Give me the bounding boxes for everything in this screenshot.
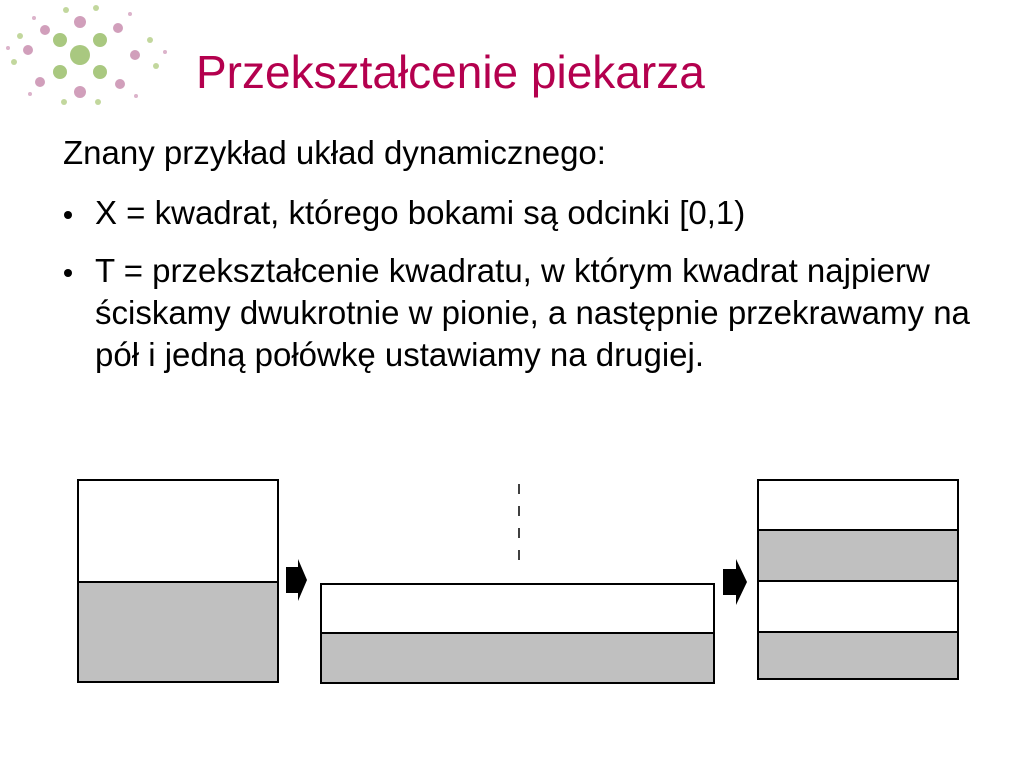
original-square bbox=[78, 480, 278, 682]
bullet-list bbox=[60, 192, 990, 392]
bullet-item bbox=[60, 250, 990, 376]
bullet-text: T = przekształcenie kwadratu, w którym kwadrat najpierw ściskamy dwukrotnie w pionie, a następnie przekrawamy na pół i jedną połówkę ustawiamy na drugiej. bbox=[95, 252, 970, 373]
bullet-dot-icon bbox=[64, 211, 72, 219]
fractal-flower-logo bbox=[0, 0, 175, 110]
bullet-item bbox=[60, 192, 990, 234]
slide-title: Przekształcenie piekarza bbox=[196, 46, 705, 98]
bullet-text: X = kwadrat, którego bokami są odcinki [0,1) bbox=[95, 194, 746, 231]
stacked-square bbox=[758, 480, 958, 679]
squeezed-rectangle bbox=[321, 584, 714, 683]
right-arrow-icon bbox=[286, 559, 307, 601]
bullet-dot-icon bbox=[64, 269, 72, 277]
bakers-map-diagram bbox=[0, 470, 1023, 700]
right-arrow-icon bbox=[723, 559, 747, 605]
intro-text: Znany przykład układ dynamicznego: bbox=[63, 134, 606, 171]
